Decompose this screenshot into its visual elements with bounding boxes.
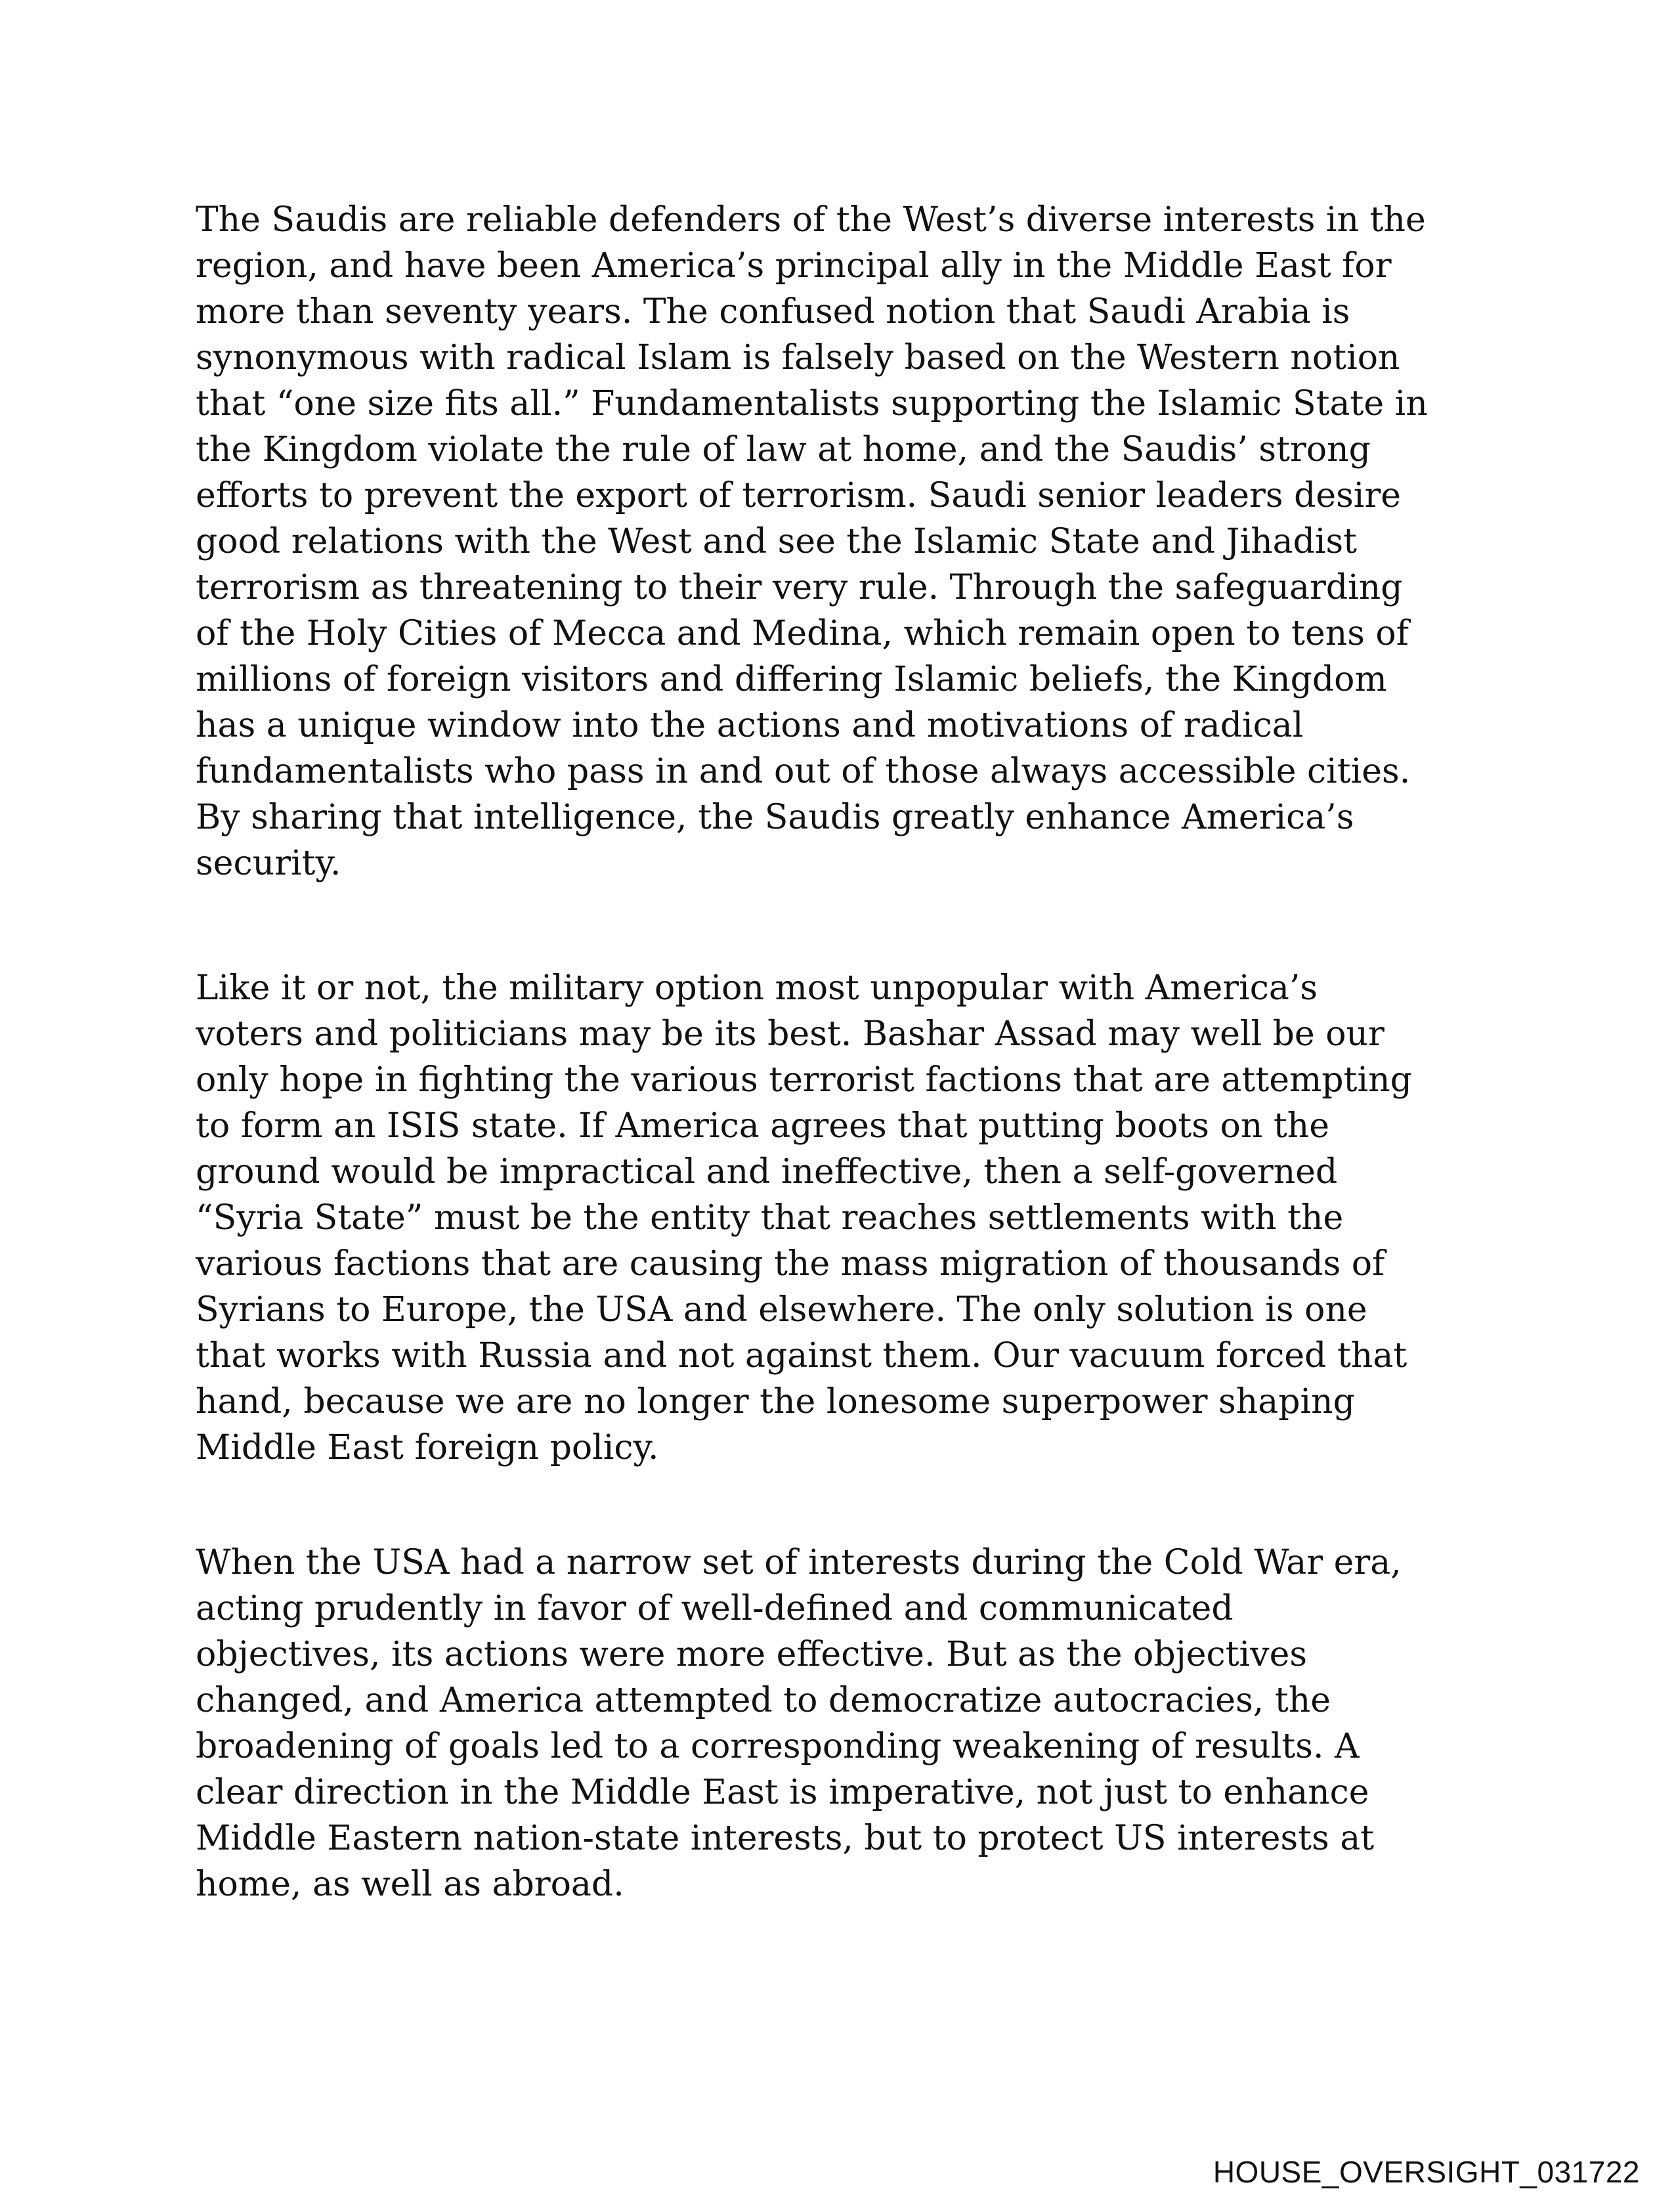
paragraph-cold-war-era bbox=[196, 1540, 1509, 1907]
text-line: of the Holy Cities of Mecca and Medina, which remain open to tens of bbox=[196, 614, 1409, 653]
text-line: “Syria State” must be the entity that reaches settlements with the bbox=[196, 1198, 1344, 1238]
text-line: clear direction in the Middle East is imperative, not just to enhance bbox=[196, 1773, 1369, 1812]
paragraph-saudi-alliance bbox=[196, 197, 1509, 886]
text-line: hand, because we are no longer the lonesome superpower shaping bbox=[196, 1382, 1355, 1421]
text-line: that “one size fits all.” Fundamentalists supporting the Islamic State in bbox=[196, 384, 1428, 423]
text-line: When the USA had a narrow set of interests during the Cold War era, bbox=[196, 1543, 1402, 1582]
text-line: Syrians to Europe, the USA and elsewhere. The only solution is one bbox=[196, 1290, 1367, 1330]
text-line: changed, and America attempted to democratize autocracies, the bbox=[196, 1681, 1331, 1720]
text-line: synonymous with radical Islam is falsely based on the Western notion bbox=[196, 338, 1400, 378]
text-line: home, as well as abroad. bbox=[196, 1865, 624, 1904]
text-line: terrorism as threatening to their very rule. Through the safeguarding bbox=[196, 568, 1403, 607]
text-line: voters and politicians may be its best. Bashar Assad may well be our bbox=[196, 1014, 1384, 1054]
text-line: has a unique window into the actions and motivations of radical bbox=[196, 706, 1304, 745]
text-line: The Saudis are reliable defenders of the West’s diverse interests in the bbox=[196, 200, 1426, 240]
paragraph-military-option bbox=[196, 965, 1509, 1471]
text-line: ground would be impractical and ineffective, then a self-governed bbox=[196, 1152, 1338, 1192]
text-line: the Kingdom violate the rule of law at home, and the Saudis’ strong bbox=[196, 430, 1371, 469]
text-line: to form an ISIS state. If America agrees that putting boots on the bbox=[196, 1106, 1329, 1146]
text-line: Middle East foreign policy. bbox=[196, 1428, 659, 1467]
text-line: acting prudently in favor of well-defined and communicated bbox=[196, 1589, 1234, 1628]
bates-number: HOUSE_OVERSIGHT_031722 bbox=[1213, 2155, 1640, 2189]
text-line: objectives, its actions were more effective. But as the objectives bbox=[196, 1635, 1308, 1674]
text-line: various factions that are causing the mass migration of thousands of bbox=[196, 1244, 1385, 1284]
text-line: millions of foreign visitors and differing Islamic beliefs, the Kingdom bbox=[196, 660, 1387, 699]
text-line: region, and have been America’s principal ally in the Middle East for bbox=[196, 246, 1392, 286]
text-line: By sharing that intelligence, the Saudis greatly enhance America’s bbox=[196, 798, 1354, 837]
text-line: good relations with the West and see the Islamic State and Jihadist bbox=[196, 522, 1358, 561]
text-line: broadening of goals led to a corresponding weakening of results. A bbox=[196, 1727, 1360, 1766]
text-line: only hope in fighting the various terrorist factions that are attempting bbox=[196, 1060, 1412, 1100]
text-line: security. bbox=[196, 844, 341, 883]
text-line: Like it or not, the military option most unpopular with America’s bbox=[196, 968, 1318, 1008]
text-line: more than seventy years. The confused notion that Saudi Arabia is bbox=[196, 292, 1350, 332]
text-line: fundamentalists who pass in and out of those always accessible cities. bbox=[196, 752, 1411, 791]
text-line: efforts to prevent the export of terrorism. Saudi senior leaders desire bbox=[196, 476, 1402, 515]
text-line: that works with Russia and not against them. Our vacuum forced that bbox=[196, 1336, 1407, 1376]
text-line: Middle Eastern nation-state interests, but to protect US interests at bbox=[196, 1819, 1375, 1858]
